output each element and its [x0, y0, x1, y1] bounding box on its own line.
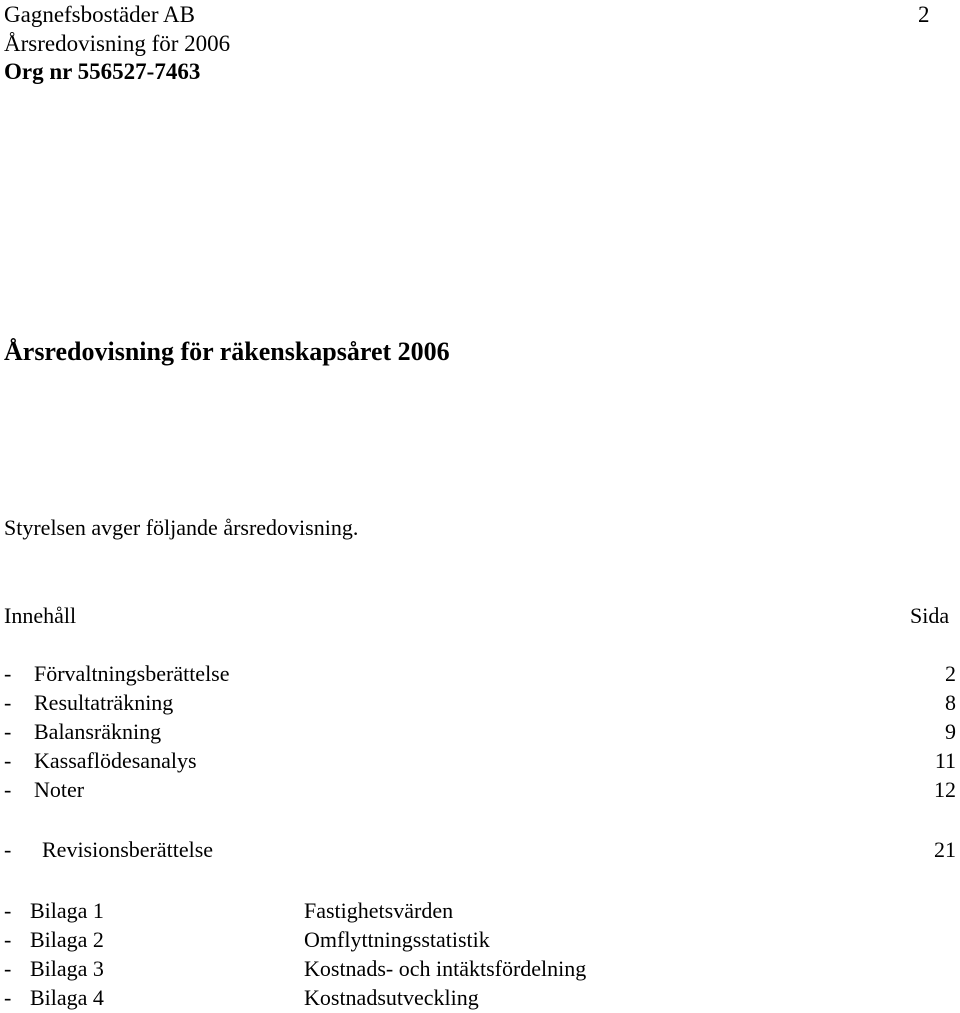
toc-item	[4, 660, 956, 688]
appendix-label: Bilaga 4	[30, 985, 104, 1010]
toc-item	[4, 718, 956, 746]
appendix-label: Bilaga 3	[30, 956, 104, 981]
toc-dash: -	[4, 777, 12, 802]
appendix-label: Bilaga 1	[30, 898, 104, 923]
appendix-item	[4, 984, 956, 1012]
toc-item-label: Förvaltningsberättelse	[34, 661, 230, 686]
toc-dash: -	[4, 837, 12, 862]
toc-item-page: 8	[945, 690, 956, 715]
company-name: Gagnefsbostäder AB	[4, 2, 195, 27]
toc-item-page: 12	[934, 777, 956, 802]
toc-heading: Innehåll	[4, 603, 77, 628]
appendix-dash: -	[4, 956, 12, 981]
toc-item-page: 9	[945, 719, 956, 744]
report-name: Årsredovisning för 2006	[4, 31, 231, 56]
intro-text: Styrelsen avger följande årsredovisning.	[4, 515, 359, 540]
toc-item-page: 11	[934, 748, 956, 773]
appendix-desc: Omflyttningsstatistik	[304, 927, 490, 952]
page-number: 2	[918, 2, 930, 27]
toc-item-label: Noter	[34, 777, 85, 802]
toc-item-page: 21	[934, 837, 956, 862]
toc-item-label: Kassaflödesanalys	[34, 748, 197, 773]
appendix-item	[4, 897, 956, 925]
appendix-desc: Fastighetsvärden	[304, 898, 454, 923]
document-title: Årsredovisning för räkenskapsåret 2006	[4, 337, 450, 366]
appendix-item	[4, 926, 956, 954]
toc-item-page: 2	[945, 661, 956, 686]
org-number: Org nr 556527-7463	[4, 59, 201, 84]
appendix-item	[4, 955, 956, 983]
appendix-dash: -	[4, 898, 12, 923]
toc-item	[4, 747, 956, 775]
toc-item-label: Balansräkning	[34, 719, 162, 744]
toc-item	[4, 776, 956, 804]
appendix-dash: -	[4, 927, 12, 952]
toc-item	[4, 689, 956, 717]
toc-dash: -	[4, 719, 12, 744]
appendix-label: Bilaga 2	[30, 927, 104, 952]
toc-item-label: Revisionsberättelse	[42, 837, 214, 862]
toc-dash: -	[4, 690, 12, 715]
toc-item-label: Resultaträkning	[34, 690, 174, 715]
toc-dash: -	[4, 748, 12, 773]
appendix-dash: -	[4, 985, 12, 1010]
toc-page-heading: Sida	[910, 603, 950, 628]
toc-dash: -	[4, 661, 12, 686]
toc-item-audit	[4, 836, 956, 864]
appendix-desc: Kostnads- och intäktsfördelning	[304, 956, 587, 981]
appendix-desc: Kostnadsutveckling	[304, 985, 479, 1010]
